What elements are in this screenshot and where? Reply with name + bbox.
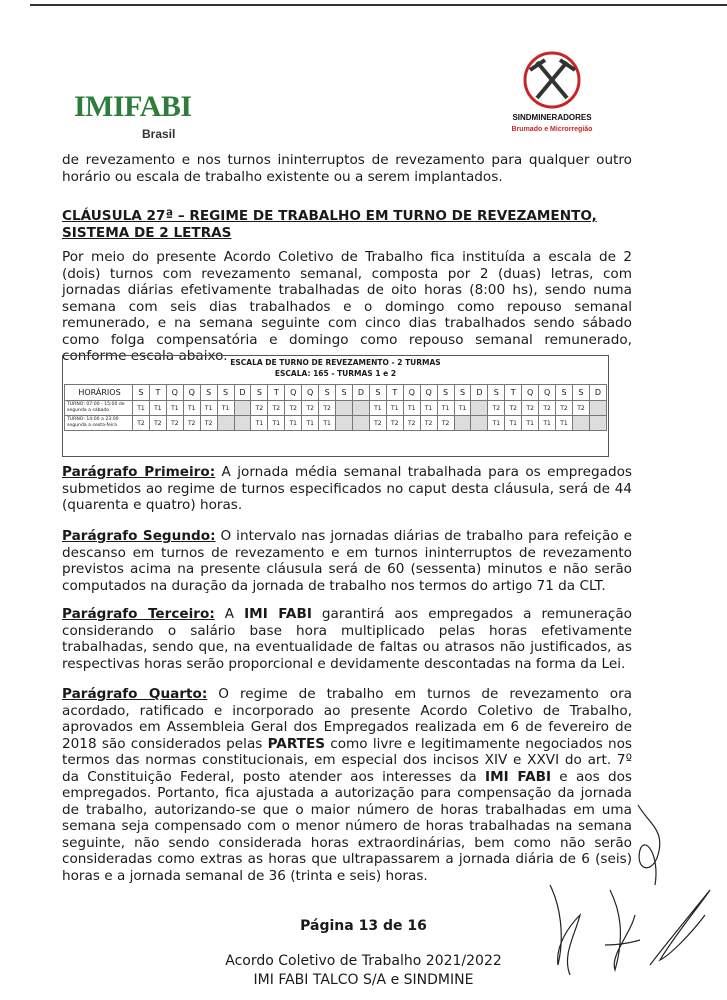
shift-cell: T1 (454, 401, 471, 416)
shift-cell: T1 (183, 401, 200, 416)
intro-paragraph: de revezamento e nos turnos ininterruptos de revezamento para qualquer outro horário ou escala de trabalho existente ou a serem implantados. (62, 152, 632, 185)
day-header-cell: D (352, 385, 369, 401)
shift-cell: T1 (556, 416, 573, 431)
shift-cell: T2 (403, 416, 420, 431)
shift-cell: T2 (285, 401, 302, 416)
day-header-cell: S (336, 385, 353, 401)
schedule-header-label: HORÁRIOS (65, 385, 133, 401)
shift-cell: T1 (133, 401, 150, 416)
shift-cell: T1 (403, 401, 420, 416)
day-header-cell: D (589, 385, 606, 401)
day-header-cell: Q (302, 385, 319, 401)
signature-4 (650, 890, 710, 965)
day-header-cell: S (437, 385, 454, 401)
day-header-cell: S (251, 385, 268, 401)
shift-cell: T1 (522, 416, 539, 431)
sindmineradores-logo (505, 50, 615, 140)
clause-title-line2: SISTEMA DE 2 LETRAS (62, 225, 232, 241)
day-header-cell: S (369, 385, 386, 401)
shift-cell: T2 (488, 401, 505, 416)
schedule-title: ESCALA DE TURNO DE REVEZAMENTO - 2 TURMAS (230, 358, 441, 367)
paragraph-terceiro-title: Parágrafo Terceiro: (62, 606, 215, 622)
logo-subtitle: Brasil (142, 127, 176, 141)
footer-line1: Acordo Coletivo de Trabalho 2021/2022 (225, 953, 502, 969)
shift-cell: T2 (556, 401, 573, 416)
shift-cell: T2 (166, 416, 183, 431)
day-header-cell: T (505, 385, 522, 401)
shift-cell: T1 (251, 416, 268, 431)
top-border-line (30, 4, 727, 6)
shift-cell: T2 (319, 401, 336, 416)
schedule-row (65, 401, 607, 416)
clause-heading (62, 208, 632, 242)
day-header-cell: S (319, 385, 336, 401)
paragraph-primeiro-title: Parágrafo Primeiro: (62, 464, 216, 480)
paragraph-segundo-text: O intervalo nas jornadas diárias de trabalho para refeição e descanso em turnos de revezamento e em turnos ininterruptos de revezamento previstos acima na presente cláusula será de 60 (sessenta) minutos e não serão computados na duração da jornada de trabalho nos termos do artigo 71 da CLT. (62, 528, 632, 594)
shift-cell: T2 (437, 416, 454, 431)
shift-cell: T1 (420, 401, 437, 416)
schedule-grid (64, 384, 607, 431)
day-header-cell: S (488, 385, 505, 401)
day-header-cell: S (200, 385, 217, 401)
shift-cell (336, 401, 353, 416)
shift-cell (234, 416, 251, 431)
shift-cell (471, 416, 488, 431)
shift-cell: T2 (302, 401, 319, 416)
shift-cell: T1 (369, 401, 386, 416)
shift-cell (336, 416, 353, 431)
day-header-cell: Q (166, 385, 183, 401)
day-header-cell: D (471, 385, 488, 401)
shift-cell: T1 (200, 401, 217, 416)
shift-cell: T2 (505, 401, 522, 416)
day-header-cell: Q (183, 385, 200, 401)
schedule-subtitle: ESCALA: 165 - TURMAS 1 e 2 (274, 369, 397, 378)
day-header-cell: Q (285, 385, 302, 401)
shift-cell: T2 (572, 401, 589, 416)
shift-cell: T2 (251, 401, 268, 416)
logo-wordmark: IMIFABI (74, 90, 192, 123)
schedule-table (62, 355, 609, 457)
shift-cell: T1 (166, 401, 183, 416)
page-number: Página 13 de 16 (300, 918, 427, 934)
shift-cell: T2 (522, 401, 539, 416)
shift-cell: T1 (319, 416, 336, 431)
clause-body: Por meio do presente Acordo Coletivo de Trabalho fica instituída a escala de 2 (dois) turnos com revezamento semanal, composta por 2 (duas) letras, com jornadas diárias efetivamente trabalhadas de oito horas (8:00 hs), sendo numa semana com seis dias trabalhados e o domingo como repouso semanal remunerado, e na semana seguinte com cinco dias trabalhados sendo sábado como folga compensatória e domingo como repouso semanal remunerado, conforme escala abaixo. (62, 249, 632, 364)
union-emblem (505, 50, 615, 140)
handwritten-signatures (540, 795, 725, 995)
shift-cell (352, 401, 369, 416)
day-header-cell: S (217, 385, 234, 401)
shift-cell (454, 416, 471, 431)
paragraph-segundo-title: Parágrafo Segundo: (62, 528, 216, 544)
shift-cell: T2 (183, 416, 200, 431)
shift-cell: T1 (217, 401, 234, 416)
shift-cell: T1 (505, 416, 522, 431)
shift-cell: T1 (539, 416, 556, 431)
shift-cell (234, 401, 251, 416)
shift-cell (589, 401, 606, 416)
paragraph-terceiro: Parágrafo Terceiro: A IMI FABI garantirá aos empregados a remuneração considerando o salário base hora multiplicado pelas horas efetivamente trabalhadas, sendo que, na eventualidade de faltas ou atrasos não justificados, as respectivas horas serão proporcional e devidamente descontadas na forma da Lei. (62, 606, 632, 672)
day-header-cell: D (234, 385, 251, 401)
paragraph-quarto-title: Parágrafo Quarto: (62, 686, 208, 702)
schedule-row (65, 416, 607, 431)
shift-cell: T2 (369, 416, 386, 431)
shift-label: TURNO: 14:00 a 23:00 segunda a sexta-feira (65, 416, 133, 431)
shift-cell (217, 416, 234, 431)
company-name: IMI FABI (244, 606, 312, 622)
signature-2 (550, 885, 580, 975)
union-region: Brumado e Microrregião (511, 126, 593, 133)
schedule-header-row (65, 385, 607, 401)
imifabi-logo (72, 86, 202, 146)
day-header-cell: T (149, 385, 166, 401)
shift-cell: T2 (200, 416, 217, 431)
day-header-cell: Q (539, 385, 556, 401)
shift-cell (589, 416, 606, 431)
day-header-cell: Q (522, 385, 539, 401)
day-header-cell: Q (420, 385, 437, 401)
day-header-cell: S (454, 385, 471, 401)
day-header-cell: T (268, 385, 285, 401)
paragraph-primeiro-text: A jornada média semanal trabalhada para os empregados submetidos ao regime de turnos especificados no caput desta cláusula, será de 44 (quarenta e quatro) horas. (62, 464, 632, 513)
shift-label: TURNO: 07:00 - 15:00 de segunda a sábado (65, 401, 133, 416)
shift-cell: T1 (386, 401, 403, 416)
union-name: SINDMINERADORES (512, 113, 592, 122)
shift-cell: T1 (149, 401, 166, 416)
shift-cell (471, 401, 488, 416)
shift-cell (572, 416, 589, 431)
shift-cell: T1 (302, 416, 319, 431)
partes-term: PARTES (267, 735, 326, 752)
paragraph-segundo (62, 528, 632, 594)
paragraph-quarto: Parágrafo Quarto: O regime de trabalho em turnos de revezamento ora acordado, ratificado e incorporado ao presente Acordo Coletivo de Trabalho, aprovados em Assembleia Geral dos Empregados realizada em 6 de fevereiro de 2018 são considerados pelas PARTES como livre e legitimamente negociados nos termos das normas constitucionais, em especial dos incisos XIV e XXVI do art. 7º da Constituição Federal, posto atender aos interesses da IMI FABI e aos dos empregados. Portanto, fica ajustada a autorização para compensação da jornada de trabalho, autorizando-se que o maior número de horas trabalhadas em uma semana seja compensado com o menor número de horas trabalhadas na semana seguinte, não sendo considerada horas extraordinárias, bem como não serão consideradas como extras as horas que ultrapassarem a jornada diária de 6 (seis) horas e a jornada semanal de 36 (trinta e seis) horas. (62, 686, 633, 884)
day-header-cell: Q (403, 385, 420, 401)
company-name: IMI FABI (485, 768, 552, 785)
shift-cell: T2 (420, 416, 437, 431)
shift-cell: T2 (149, 416, 166, 431)
day-header-cell: S (556, 385, 573, 401)
paragraph-primeiro (62, 464, 632, 514)
shift-cell: T2 (386, 416, 403, 431)
shift-cell: T1 (285, 416, 302, 431)
shift-cell: T2 (133, 416, 150, 431)
footer-line2: IMI FABI TALCO S/A e SINDMINE (253, 972, 474, 988)
clause-title-line1: CLÁUSULA 27ª – REGIME DE TRABALHO EM TURNO DE REVEZAMENTO, (62, 208, 597, 224)
shift-cell (352, 416, 369, 431)
shift-cell: T2 (539, 401, 556, 416)
shift-cell: T1 (268, 416, 285, 431)
shift-cell: T1 (488, 416, 505, 431)
day-header-cell: S (572, 385, 589, 401)
shift-cell: T2 (268, 401, 285, 416)
shift-cell: T1 (437, 401, 454, 416)
signature-1 (638, 805, 660, 885)
day-header-cell: T (386, 385, 403, 401)
imifabi-logo-graphic (72, 86, 202, 146)
day-header-cell: S (133, 385, 150, 401)
signature-3 (605, 890, 640, 970)
